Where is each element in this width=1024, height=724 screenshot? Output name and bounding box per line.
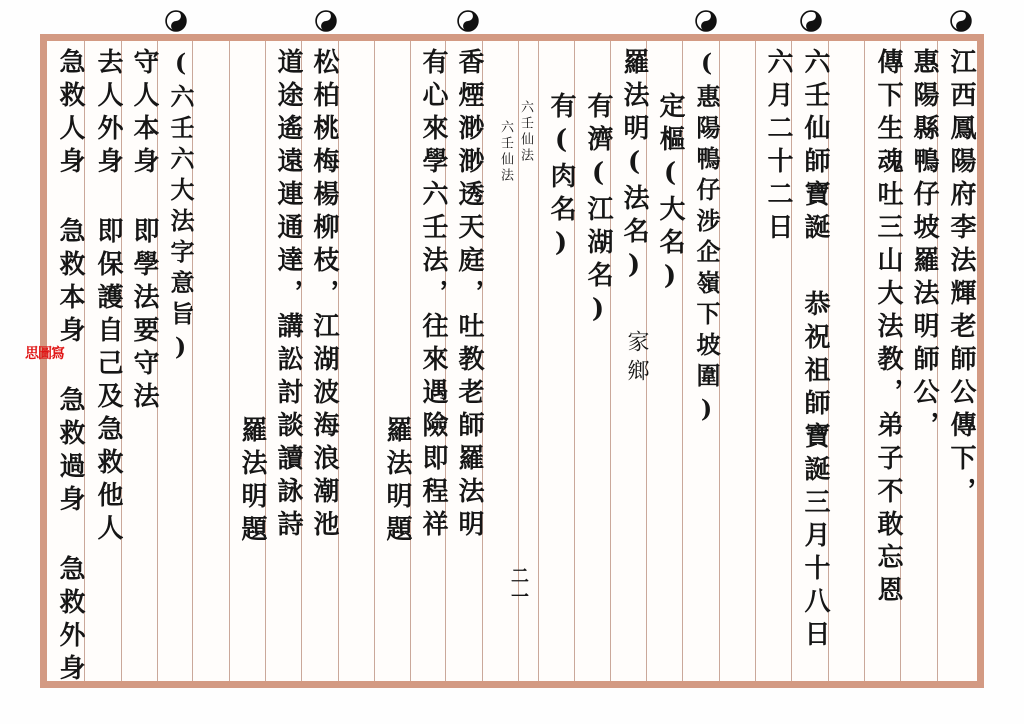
yin-yang-icon <box>695 10 717 32</box>
column-text: (惠陽鴨仔涉企嶺下坡圍) <box>692 48 721 430</box>
text-column <box>52 48 88 687</box>
yin-yang-icon <box>800 10 822 32</box>
text-column <box>234 416 270 548</box>
column-text: 道途遙遠連通達，講訟討談讀詠詩 <box>273 48 303 543</box>
column-text: 羅法明題 <box>382 416 412 548</box>
column-text: 有(肉名) <box>546 92 576 265</box>
text-column <box>306 48 342 543</box>
column-text: 六壬仙法 <box>518 100 533 164</box>
text-column <box>760 48 796 246</box>
column-text: 守人本身 即學法要守法 <box>129 48 159 415</box>
column-text: 恭祝祖師寶誕三月十八日 <box>800 290 830 653</box>
text-column <box>580 92 616 331</box>
column-text: 定樞(大名) <box>655 92 685 298</box>
column-text: 江西鳳陽府李法輝老師公傳下， <box>946 48 976 510</box>
column-rule <box>410 41 411 681</box>
yin-yang-icon <box>457 10 479 32</box>
column-text: 六壬仙師寶誕 <box>800 48 830 246</box>
text-column <box>870 48 906 609</box>
column-text: 去人外身 即保護自己及急救他人 <box>93 48 123 547</box>
text-column <box>616 48 652 287</box>
column-text: 羅法明(法名) <box>619 48 649 287</box>
column-text: 家鄉 <box>624 330 649 388</box>
text-column <box>517 100 533 164</box>
yin-yang-icon <box>950 10 972 32</box>
column-text: 羅法明題 <box>237 416 267 548</box>
column-text: 六月二十二日 <box>763 48 793 246</box>
column-text: 有濟(江湖名) <box>583 92 613 331</box>
yin-yang-icon <box>315 10 337 32</box>
text-column <box>943 48 979 510</box>
column-text: 二一 <box>508 566 529 608</box>
column-text: 急救人身 急救本身 急救過身 急救外身 <box>55 48 85 687</box>
text-column <box>497 120 513 184</box>
text-column <box>162 48 198 368</box>
text-column <box>508 566 529 608</box>
yin-yang-icon <box>165 10 187 32</box>
column-rule <box>755 41 756 681</box>
red-stamp: 思圖寫 <box>25 346 64 362</box>
column-text: 有心來學六壬法，往來遇險即程祥 <box>418 48 448 543</box>
text-column <box>543 92 579 265</box>
text-column <box>906 48 942 444</box>
text-column <box>652 92 688 298</box>
column-rule <box>265 41 266 681</box>
column-text: 六壬仙法 <box>498 120 513 184</box>
column-rule <box>864 41 865 681</box>
text-column <box>797 48 833 246</box>
text-column <box>379 416 415 548</box>
column-rule <box>374 41 375 681</box>
column-text: 香煙渺渺透天庭，吐教老師羅法明 <box>454 48 484 543</box>
text-column <box>90 48 126 547</box>
text-column <box>270 48 306 543</box>
column-text: 惠陽縣鴨仔坡羅法明師公， <box>909 48 939 444</box>
text-column <box>797 290 833 653</box>
text-column <box>618 330 654 388</box>
text-column <box>415 48 451 543</box>
text-column <box>451 48 487 543</box>
text-column <box>126 48 162 415</box>
column-text: (六壬六大法字意旨) <box>166 48 195 368</box>
column-text: 松柏桃梅楊柳枝，江湖波海浪潮池 <box>309 48 339 543</box>
column-rule <box>538 41 539 681</box>
text-column <box>688 48 724 430</box>
column-text: 傳下生魂吐三山大法教，弟子不敢忘恩 <box>873 48 903 609</box>
column-rule <box>229 41 230 681</box>
